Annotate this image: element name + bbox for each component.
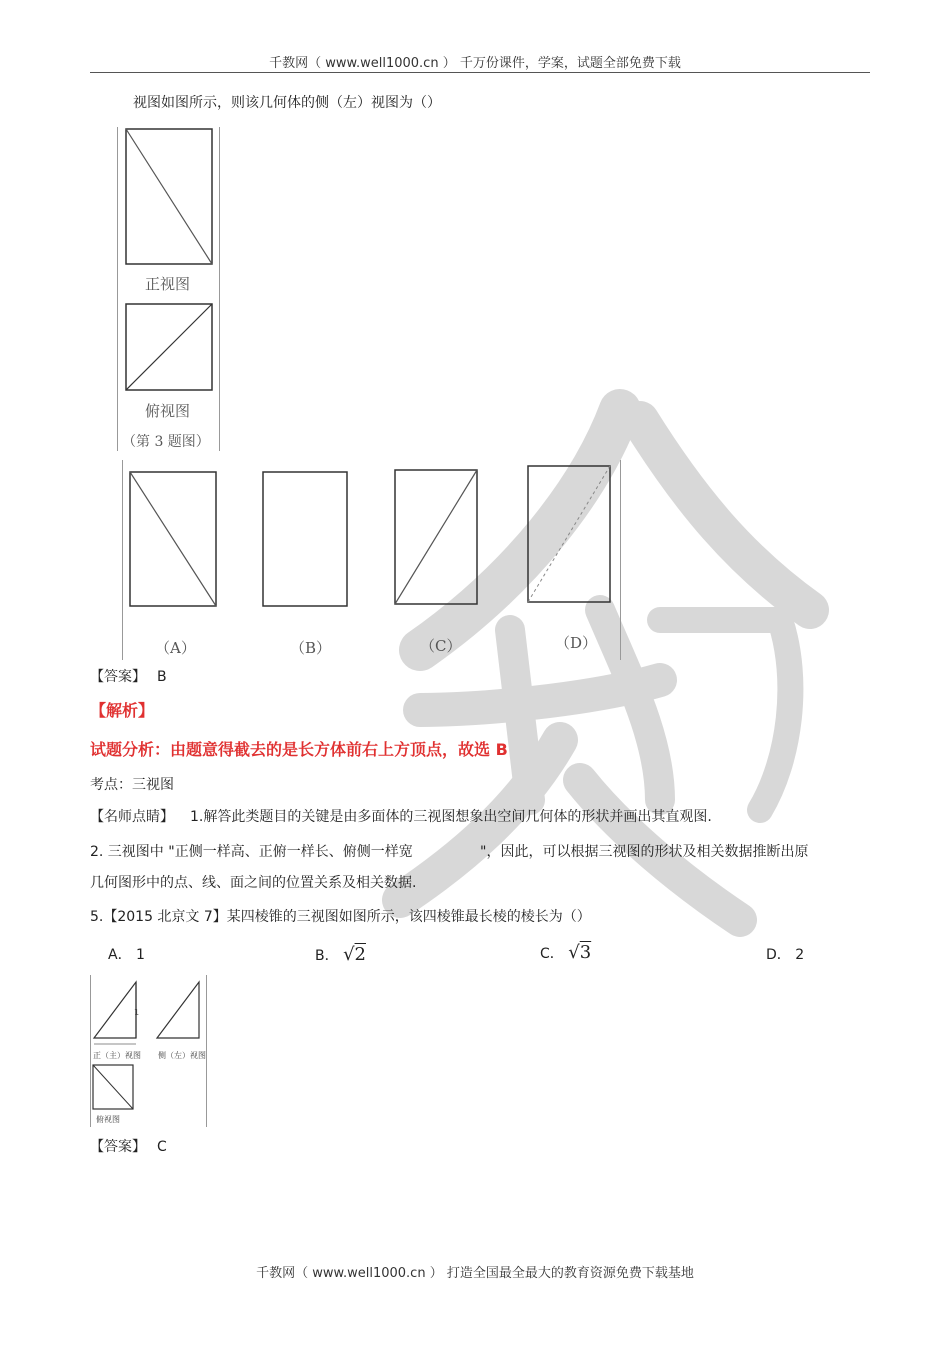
top-view-diagram [125,303,215,393]
q5-option-b-value: 2 [354,944,366,965]
front-view-diagram [125,128,215,268]
choice-c-diagram[interactable] [393,468,485,608]
q5-option-c-radical-icon: √ [568,942,580,963]
q5-option-c-label: C． [540,946,564,962]
q4-analysis-label: 【解析】 [90,701,155,720]
choice-d-diagram[interactable] [526,464,616,606]
q4-intro: 视图如图所示，则该几何体的侧（左）视图为（） [133,95,441,111]
q4-tip-line2a: 2. 三视图中 "正侧一样高、正俯一样长、俯侧一样宽 [90,844,413,860]
q4-kaodian: 考点：三视图 [90,777,174,793]
choice-a-label: （A） [155,639,196,657]
choice-b-label: （B） [290,639,332,657]
q5-front-view-label: 正（主）视图 [93,1051,141,1060]
q5-stem: 5.【2015 北京文 7】某四棱锥的三视图如图所示，该四棱锥最长棱的棱长为（） [90,909,591,925]
figure-border-right [219,127,220,451]
q5-option-d[interactable] [766,948,804,962]
front-view-label: 正视图 [145,275,191,293]
q5-top-view-label: 俯视图 [96,1115,120,1124]
q5-option-c-value: 3 [579,942,592,963]
q4-answer-value: B [157,669,167,685]
q5-answer-value: C [157,1139,167,1155]
q4-tip-line3: 几何图形中的点、线、面之间的位置关系及相关数据. [90,875,417,891]
page-header: 千教网（ www.well1000.cn ） 千万份课件，学案，试题全部免费下载 [269,56,681,71]
choice-c-label: （C） [420,637,462,655]
choice-d-label: （D） [555,634,598,652]
q5-dim-label: 1 [134,1008,140,1017]
q4-tip-label: 【名师点睛】 [90,809,174,825]
choices-border-right [620,460,621,660]
figure-caption: （第 3 题图） [122,434,210,450]
header-rule [90,72,870,73]
q5-option-d-label: D． [766,947,791,963]
figure-border-left [117,127,118,451]
q5-option-b-radical-icon: √ [343,944,355,965]
q5-figure-border-left [90,975,91,1127]
q5-answer-label: 【答案】 [90,1139,146,1155]
q4-tip-line2b: "，因此，可以根据三视图的形状及相关数据推断出原 [480,844,809,860]
top-view-label: 俯视图 [145,402,191,420]
q5-option-c[interactable] [540,944,591,962]
choice-a-diagram[interactable] [128,470,220,610]
q5-top-view-diagram [92,1064,136,1112]
choice-b-diagram[interactable] [261,470,353,610]
q5-option-d-value: 2 [795,947,805,963]
q5-option-a-value: 1 [136,947,145,963]
q5-option-b-label: B． [315,948,339,964]
q4-answer-label: 【答案】 [90,669,146,685]
q5-option-a-label: A． [108,947,132,963]
q5-option-a[interactable] [108,948,145,962]
q5-side-view-diagram [155,980,205,1042]
q5-side-view-label: 侧（左）视图 [158,1051,206,1060]
q4-tip-line1: 1.解答此类题目的关键是由多面体的三视图想象出空间几何体的形状并画出其直观图. [190,809,712,825]
page-footer: 千教网（ www.well1000.cn ） 打造全国最全最大的教育资源免费下载基地 [256,1266,694,1281]
q5-option-b[interactable] [315,946,366,964]
q5-figure-border-right [206,975,207,1127]
choices-border-left [122,460,123,660]
q4-analysis-text: 试题分析：由题意得截去的是长方体前右上方顶点，故选 B [90,740,508,759]
